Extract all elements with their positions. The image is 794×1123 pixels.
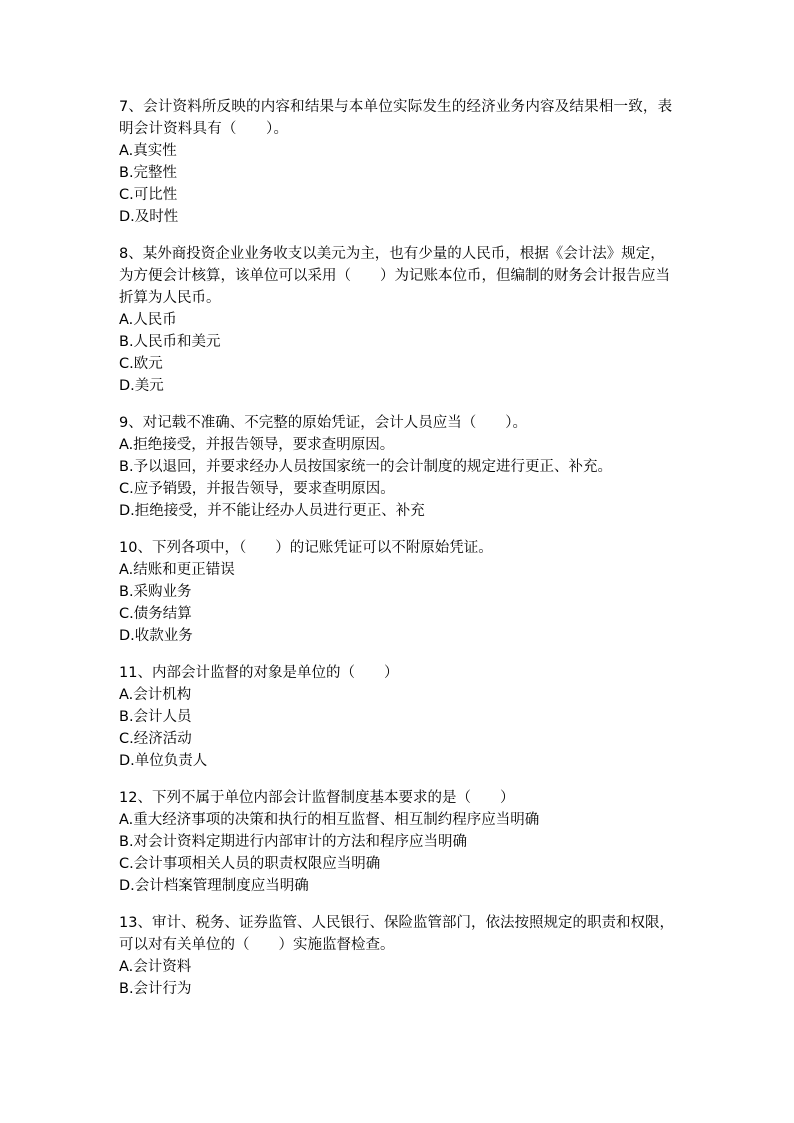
- option-b: B.予以退回，并要求经办人员按国家统一的会计制度的规定进行更正、补充。: [119, 459, 613, 475]
- option-d: D.美元: [119, 378, 164, 394]
- option-d: D.拒绝接受，并不能让经办人员进行更正、补充: [119, 503, 425, 519]
- question-12: [119, 787, 679, 897]
- option-d: D.收款业务: [119, 628, 193, 644]
- question-10: [119, 537, 679, 647]
- question-stem: 13、审计、税务、证券监管、人民银行、保险监管部门，依法按照规定的职责和权限，可以对有关单位的（ ）实施监督检查。: [119, 915, 674, 953]
- option-c: C.应予销毁，并报告领导，要求查明原因。: [119, 481, 395, 497]
- option-c: C.经济活动: [119, 731, 192, 747]
- question-11: [119, 662, 679, 772]
- option-b: B.完整性: [119, 165, 178, 181]
- question-13: [119, 912, 679, 1000]
- option-a: A.会计资料: [119, 959, 192, 975]
- option-c: C.会计事项相关人员的职责权限应当明确: [119, 856, 381, 872]
- question-9: [119, 412, 679, 522]
- option-c: C.可比性: [119, 187, 178, 203]
- question-stem: 11、内部会计监督的对象是单位的（ ）: [119, 665, 399, 681]
- document-page: [119, 96, 679, 1015]
- option-b: B.对会计资料定期进行内部审计的方法和程序应当明确: [119, 834, 468, 850]
- question-stem: 12、下列不属于单位内部会计监督制度基本要求的是（ ）: [119, 790, 515, 806]
- option-d: D.会计档案管理制度应当明确: [119, 878, 309, 894]
- option-d: D.及时性: [119, 209, 179, 225]
- option-b: B.会计行为: [119, 981, 192, 997]
- option-d: D.单位负责人: [119, 753, 208, 769]
- question-stem: 10、下列各项中，（ ）的记账凭证可以不附原始凭证。: [119, 540, 493, 556]
- option-a: A.真实性: [119, 143, 177, 159]
- question-stem: 7、会计资料所反映的内容和结果与本单位实际发生的经济业务内容及结果相一致，表明会计资料具有（ ）。: [119, 99, 673, 137]
- option-a: A.结账和更正错误: [119, 562, 235, 578]
- option-b: B.会计人员: [119, 709, 192, 725]
- option-c: C.欧元: [119, 356, 163, 372]
- option-a: A.会计机构: [119, 687, 192, 703]
- question-7: [119, 96, 679, 228]
- option-b: B.人民币和美元: [119, 334, 221, 350]
- option-a: A.人民币: [119, 312, 177, 328]
- question-stem: 8、某外商投资企业业务收支以美元为主，也有少量的人民币，根据《会计法》规定，为方便会计核算，该单位可以采用（ ）为记账本位币，但编制的财务会计报告应当折算为人民币。: [119, 246, 670, 306]
- question-8: [119, 243, 679, 397]
- option-b: B.采购业务: [119, 584, 192, 600]
- option-a: A.重大经济事项的决策和执行的相互监督、相互制约程序应当明确: [119, 812, 540, 828]
- option-c: C.债务结算: [119, 606, 192, 622]
- option-a: A.拒绝接受，并报告领导，要求查明原因。: [119, 437, 395, 453]
- question-stem: 9、对记载不准确、不完整的原始凭证，会计人员应当（ ）。: [119, 415, 527, 431]
